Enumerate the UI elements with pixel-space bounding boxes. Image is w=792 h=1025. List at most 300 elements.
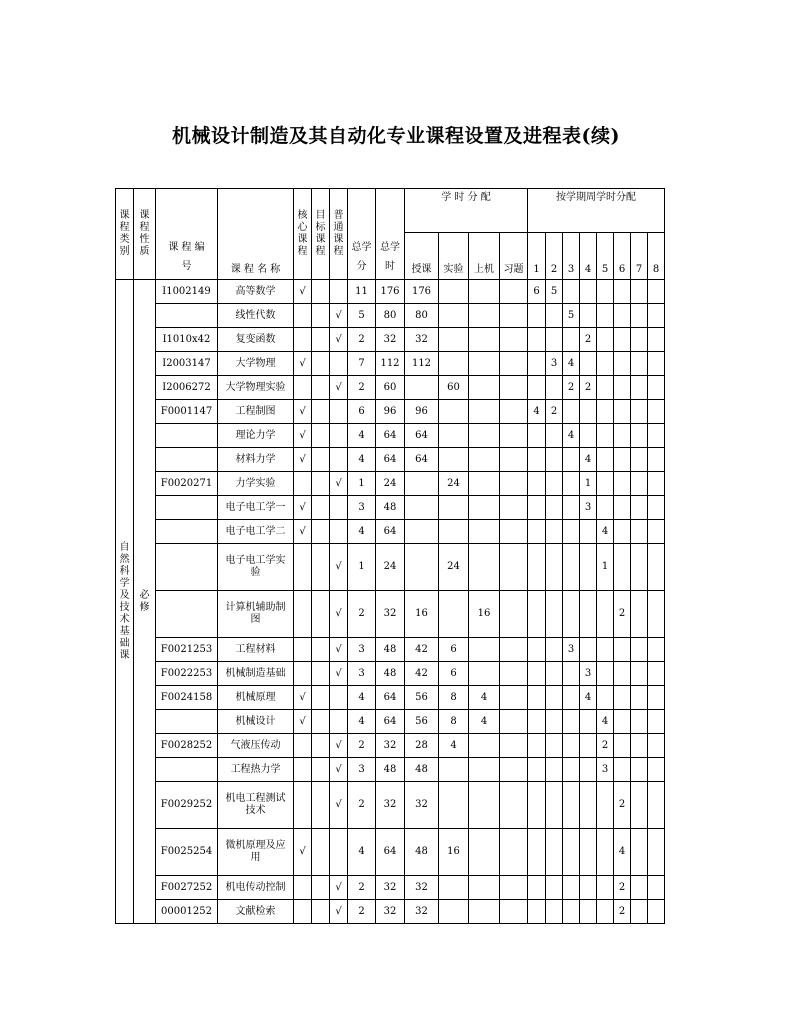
cell-core: √ xyxy=(294,686,312,710)
cell-target xyxy=(312,376,330,400)
cell-hours: 112 xyxy=(376,352,405,376)
cell-computer xyxy=(469,876,500,900)
cell-semester-8 xyxy=(648,662,665,686)
cell-core: √ xyxy=(294,352,312,376)
cell-lab: 8 xyxy=(439,686,469,710)
cell-semester-3 xyxy=(563,876,580,900)
cell-hours: 48 xyxy=(376,662,405,686)
cell-credit: 4 xyxy=(348,424,376,448)
cell-core: √ xyxy=(294,710,312,734)
page-title: 机械设计制造及其自动化专业课程设置及进程表(续) xyxy=(172,125,620,147)
cell-credit: 6 xyxy=(348,400,376,424)
course-name: 文献检索 xyxy=(218,900,294,924)
cell-target xyxy=(312,591,330,638)
course-code: F0028252 xyxy=(156,734,218,758)
cell-target xyxy=(312,304,330,328)
cell-semester-1: 6 xyxy=(528,280,546,304)
cell-lab xyxy=(439,328,469,352)
cell-credit: 4 xyxy=(348,829,376,876)
cell-core xyxy=(294,304,312,328)
cell-core: √ xyxy=(294,496,312,520)
cell-semester-5 xyxy=(597,472,614,496)
cell-semester-4 xyxy=(580,782,597,829)
cell-core: √ xyxy=(294,280,312,304)
course-code: F0022253 xyxy=(156,662,218,686)
nature-cell: 必 修 xyxy=(134,280,156,924)
cell-semester-6: 2 xyxy=(614,900,631,924)
cell-semester-2 xyxy=(546,472,563,496)
course-name: 材料力学 xyxy=(218,448,294,472)
course-name: 工程制图 xyxy=(218,400,294,424)
cell-semester-5 xyxy=(597,591,614,638)
cell-semester-2 xyxy=(546,662,563,686)
cell-target xyxy=(312,352,330,376)
cell-semester-4 xyxy=(580,400,597,424)
cell-semester-4 xyxy=(580,352,597,376)
cell-semester-1 xyxy=(528,758,546,782)
cell-exercise xyxy=(500,686,528,710)
cell-semester-3: 3 xyxy=(563,638,580,662)
cell-hours: 60 xyxy=(376,376,405,400)
cell-lecture: 56 xyxy=(405,686,439,710)
cell-semester-4 xyxy=(580,758,597,782)
course-code xyxy=(156,544,218,591)
cell-semester-6 xyxy=(614,496,631,520)
cell-hours: 32 xyxy=(376,591,405,638)
table-row xyxy=(116,686,665,710)
cell-computer xyxy=(469,448,500,472)
cell-semester-1 xyxy=(528,876,546,900)
cell-lab xyxy=(439,876,469,900)
cell-semester-4: 3 xyxy=(580,662,597,686)
cell-core xyxy=(294,638,312,662)
cell-lab xyxy=(439,900,469,924)
header-lab: 实验 xyxy=(439,233,469,280)
cell-semester-8 xyxy=(648,734,665,758)
cell-semester-1 xyxy=(528,544,546,591)
cell-credit: 3 xyxy=(348,496,376,520)
cell-general xyxy=(330,400,348,424)
cell-exercise xyxy=(500,782,528,829)
cell-lecture: 16 xyxy=(405,591,439,638)
cell-general xyxy=(330,352,348,376)
cell-semester-2 xyxy=(546,376,563,400)
cell-lab: 6 xyxy=(439,638,469,662)
cell-semester-1 xyxy=(528,376,546,400)
course-code: F0027252 xyxy=(156,876,218,900)
cell-semester-2 xyxy=(546,591,563,638)
course-name: 大学物理实验 xyxy=(218,376,294,400)
cell-target xyxy=(312,662,330,686)
cell-general: √ xyxy=(330,662,348,686)
cell-semester-7 xyxy=(631,376,648,400)
cell-credit: 5 xyxy=(348,304,376,328)
cell-semester-3 xyxy=(563,782,580,829)
cell-core xyxy=(294,662,312,686)
cell-exercise xyxy=(500,424,528,448)
header-nature xyxy=(134,189,156,280)
cell-semester-5 xyxy=(597,662,614,686)
cell-semester-8 xyxy=(648,758,665,782)
cell-credit: 2 xyxy=(348,734,376,758)
cell-semester-2 xyxy=(546,876,563,900)
cell-semester-6 xyxy=(614,328,631,352)
cell-semester-8 xyxy=(648,400,665,424)
header-category xyxy=(116,189,134,280)
course-name: 气液压传动 xyxy=(218,734,294,758)
cell-semester-4 xyxy=(580,520,597,544)
cell-lab xyxy=(439,400,469,424)
cell-semester-6 xyxy=(614,662,631,686)
course-schedule-table xyxy=(115,188,665,924)
cell-semester-5 xyxy=(597,448,614,472)
cell-credit: 1 xyxy=(348,472,376,496)
header-semester-2: 2 xyxy=(546,233,563,280)
cell-semester-3 xyxy=(563,829,580,876)
cell-semester-4: 2 xyxy=(580,328,597,352)
cell-semester-6 xyxy=(614,352,631,376)
cell-semester-7 xyxy=(631,829,648,876)
cell-semester-7 xyxy=(631,280,648,304)
cell-credit: 2 xyxy=(348,328,376,352)
course-name: 力学实验 xyxy=(218,472,294,496)
cell-semester-3 xyxy=(563,496,580,520)
cell-exercise xyxy=(500,544,528,591)
cell-semester-6 xyxy=(614,400,631,424)
cell-hours: 64 xyxy=(376,520,405,544)
cell-lab: 24 xyxy=(439,544,469,591)
cell-semester-1 xyxy=(528,520,546,544)
course-name: 机械原理 xyxy=(218,686,294,710)
table-row xyxy=(116,496,665,520)
cell-semester-1 xyxy=(528,782,546,829)
cell-exercise xyxy=(500,328,528,352)
table-row xyxy=(116,638,665,662)
cell-general: √ xyxy=(330,900,348,924)
cell-semester-3 xyxy=(563,472,580,496)
cell-semester-8 xyxy=(648,900,665,924)
cell-target xyxy=(312,400,330,424)
cell-semester-7 xyxy=(631,734,648,758)
header-credits xyxy=(348,189,376,280)
cell-computer xyxy=(469,328,500,352)
cell-credit: 2 xyxy=(348,376,376,400)
cell-computer: 16 xyxy=(469,591,500,638)
cell-semester-4 xyxy=(580,876,597,900)
course-code xyxy=(156,496,218,520)
header-core xyxy=(294,189,312,280)
cell-target xyxy=(312,900,330,924)
cell-semester-5 xyxy=(597,352,614,376)
cell-hours: 32 xyxy=(376,876,405,900)
header-category-text: 课 程 类 别 xyxy=(119,210,130,257)
cell-target xyxy=(312,448,330,472)
header-name: 课 程 名 称 xyxy=(218,189,294,280)
cell-semester-5 xyxy=(597,638,614,662)
cell-general xyxy=(330,496,348,520)
cell-general xyxy=(330,520,348,544)
cell-lecture: 32 xyxy=(405,876,439,900)
cell-semester-8 xyxy=(648,638,665,662)
cell-semester-1 xyxy=(528,829,546,876)
cell-semester-6 xyxy=(614,424,631,448)
cell-semester-4 xyxy=(580,544,597,591)
cell-lecture: 56 xyxy=(405,710,439,734)
cell-semester-3 xyxy=(563,734,580,758)
cell-lab xyxy=(439,782,469,829)
table-row xyxy=(116,758,665,782)
cell-target xyxy=(312,758,330,782)
cell-credit: 11 xyxy=(348,280,376,304)
cell-semester-8 xyxy=(648,829,665,876)
cell-semester-4 xyxy=(580,710,597,734)
cell-semester-8 xyxy=(648,544,665,591)
cell-hours: 48 xyxy=(376,496,405,520)
cell-hours: 96 xyxy=(376,400,405,424)
cell-semester-4 xyxy=(580,280,597,304)
cell-lecture: 42 xyxy=(405,662,439,686)
cell-semester-5 xyxy=(597,686,614,710)
cell-semester-1 xyxy=(528,496,546,520)
cell-computer xyxy=(469,376,500,400)
cell-semester-1 xyxy=(528,448,546,472)
cell-semester-6 xyxy=(614,544,631,591)
table-row xyxy=(116,710,665,734)
cell-semester-5: 2 xyxy=(597,734,614,758)
cell-lecture: 48 xyxy=(405,829,439,876)
cell-target xyxy=(312,520,330,544)
table-row xyxy=(116,280,665,304)
course-name: 线性代数 xyxy=(218,304,294,328)
header-semester-4: 4 xyxy=(580,233,597,280)
cell-semester-2 xyxy=(546,686,563,710)
cell-core: √ xyxy=(294,829,312,876)
header-computer: 上机 xyxy=(469,233,500,280)
cell-semester-3 xyxy=(563,328,580,352)
course-code: F0029252 xyxy=(156,782,218,829)
cell-computer xyxy=(469,662,500,686)
course-name: 机械设计 xyxy=(218,710,294,734)
cell-semester-2 xyxy=(546,734,563,758)
cell-semester-4: 3 xyxy=(580,496,597,520)
cell-semester-5 xyxy=(597,328,614,352)
header-row-1 xyxy=(116,189,665,233)
cell-semester-3 xyxy=(563,448,580,472)
cell-semester-4: 4 xyxy=(580,686,597,710)
cell-lecture: 80 xyxy=(405,304,439,328)
table-row xyxy=(116,376,665,400)
cell-credit: 2 xyxy=(348,876,376,900)
cell-general: √ xyxy=(330,328,348,352)
cell-credit: 4 xyxy=(348,448,376,472)
cell-general: √ xyxy=(330,376,348,400)
cell-hours: 24 xyxy=(376,544,405,591)
cell-semester-4 xyxy=(580,900,597,924)
cell-hours: 48 xyxy=(376,638,405,662)
cell-computer: 4 xyxy=(469,686,500,710)
cell-lecture: 48 xyxy=(405,758,439,782)
cell-lab xyxy=(439,424,469,448)
course-code: F0021253 xyxy=(156,638,218,662)
course-name: 计算机辅助制 图 xyxy=(218,591,294,638)
table-row xyxy=(116,520,665,544)
cell-credit: 1 xyxy=(348,544,376,591)
cell-general: √ xyxy=(330,758,348,782)
cell-semester-1 xyxy=(528,472,546,496)
cell-semester-2 xyxy=(546,758,563,782)
cell-lab xyxy=(439,520,469,544)
cell-exercise xyxy=(500,638,528,662)
cell-computer xyxy=(469,496,500,520)
cell-semester-5 xyxy=(597,829,614,876)
cell-semester-6: 2 xyxy=(614,782,631,829)
category-cell: 自 然 科 学 及 技 术 基 础 课 xyxy=(116,280,134,924)
cell-semester-4 xyxy=(580,424,597,448)
table-row xyxy=(116,900,665,924)
cell-general: √ xyxy=(330,782,348,829)
cell-hours: 48 xyxy=(376,758,405,782)
course-code xyxy=(156,710,218,734)
cell-semester-7 xyxy=(631,900,648,924)
cell-target xyxy=(312,496,330,520)
cell-lab xyxy=(439,758,469,782)
cell-semester-2 xyxy=(546,328,563,352)
cell-exercise xyxy=(500,520,528,544)
cell-semester-8 xyxy=(648,304,665,328)
cell-computer xyxy=(469,304,500,328)
cell-hours: 64 xyxy=(376,424,405,448)
cell-semester-7 xyxy=(631,782,648,829)
cell-hours: 24 xyxy=(376,472,405,496)
cell-general: √ xyxy=(330,304,348,328)
cell-computer xyxy=(469,782,500,829)
table-row xyxy=(116,876,665,900)
cell-semester-5 xyxy=(597,304,614,328)
cell-credit: 4 xyxy=(348,710,376,734)
cell-semester-5 xyxy=(597,782,614,829)
course-name: 大学物理 xyxy=(218,352,294,376)
header-semester-5: 5 xyxy=(597,233,614,280)
cell-semester-2 xyxy=(546,304,563,328)
header-semester-dist: 按学期周学时分配 xyxy=(528,189,665,233)
cell-credit: 7 xyxy=(348,352,376,376)
course-code: I2003147 xyxy=(156,352,218,376)
course-name: 机电工程测试 技术 xyxy=(218,782,294,829)
cell-exercise xyxy=(500,352,528,376)
course-code: F0024158 xyxy=(156,686,218,710)
cell-target xyxy=(312,876,330,900)
cell-semester-2: 2 xyxy=(546,400,563,424)
cell-semester-7 xyxy=(631,400,648,424)
course-code: I1010x42 xyxy=(156,328,218,352)
cell-lecture: 64 xyxy=(405,448,439,472)
table-row xyxy=(116,448,665,472)
cell-semester-6 xyxy=(614,638,631,662)
cell-semester-6 xyxy=(614,280,631,304)
cell-semester-1 xyxy=(528,734,546,758)
cell-lecture: 32 xyxy=(405,900,439,924)
cell-computer xyxy=(469,829,500,876)
cell-semester-2 xyxy=(546,448,563,472)
table-row xyxy=(116,544,665,591)
cell-general: √ xyxy=(330,734,348,758)
cell-semester-3: 5 xyxy=(563,304,580,328)
cell-exercise xyxy=(500,829,528,876)
cell-credit: 4 xyxy=(348,686,376,710)
cell-semester-8 xyxy=(648,448,665,472)
cell-semester-7 xyxy=(631,352,648,376)
cell-semester-5 xyxy=(597,280,614,304)
cell-lecture xyxy=(405,376,439,400)
cell-credit: 3 xyxy=(348,758,376,782)
cell-credit: 2 xyxy=(348,782,376,829)
cell-semester-8 xyxy=(648,496,665,520)
cell-semester-6 xyxy=(614,758,631,782)
cell-hours: 64 xyxy=(376,686,405,710)
cell-target xyxy=(312,472,330,496)
cell-lecture: 64 xyxy=(405,424,439,448)
cell-semester-6 xyxy=(614,734,631,758)
cell-semester-7 xyxy=(631,686,648,710)
cell-semester-2 xyxy=(546,496,563,520)
cell-semester-2 xyxy=(546,424,563,448)
cell-target xyxy=(312,638,330,662)
cell-semester-6 xyxy=(614,304,631,328)
course-code xyxy=(156,758,218,782)
cell-computer xyxy=(469,424,500,448)
cell-target xyxy=(312,686,330,710)
header-code-text: 课 程 编 号 xyxy=(168,242,205,272)
header-target xyxy=(312,189,330,280)
cell-lecture xyxy=(405,472,439,496)
course-code: I2006272 xyxy=(156,376,218,400)
cell-computer xyxy=(469,900,500,924)
header-general xyxy=(330,189,348,280)
cell-semester-5 xyxy=(597,376,614,400)
cell-semester-5: 4 xyxy=(597,520,614,544)
course-name: 复变函数 xyxy=(218,328,294,352)
cell-core xyxy=(294,328,312,352)
cell-hours: 32 xyxy=(376,328,405,352)
cell-semester-8 xyxy=(648,876,665,900)
cell-semester-5: 3 xyxy=(597,758,614,782)
table-row xyxy=(116,304,665,328)
cell-lecture: 28 xyxy=(405,734,439,758)
cell-general: √ xyxy=(330,544,348,591)
cell-core xyxy=(294,900,312,924)
cell-semester-5 xyxy=(597,424,614,448)
table-row xyxy=(116,782,665,829)
cell-exercise xyxy=(500,400,528,424)
cell-lecture: 42 xyxy=(405,638,439,662)
cell-semester-8 xyxy=(648,424,665,448)
cell-semester-2 xyxy=(546,544,563,591)
table-body xyxy=(116,189,665,924)
cell-semester-1 xyxy=(528,591,546,638)
course-name: 电子电工学二 xyxy=(218,520,294,544)
cell-semester-3 xyxy=(563,662,580,686)
course-code: I1002149 xyxy=(156,280,218,304)
cell-semester-7 xyxy=(631,472,648,496)
header-hours-dist: 学 时 分 配 xyxy=(405,189,528,233)
table-row xyxy=(116,400,665,424)
cell-target xyxy=(312,280,330,304)
cell-semester-3 xyxy=(563,520,580,544)
header-semester-8: 8 xyxy=(648,233,665,280)
cell-lecture: 32 xyxy=(405,328,439,352)
cell-exercise xyxy=(500,876,528,900)
cell-semester-7 xyxy=(631,304,648,328)
